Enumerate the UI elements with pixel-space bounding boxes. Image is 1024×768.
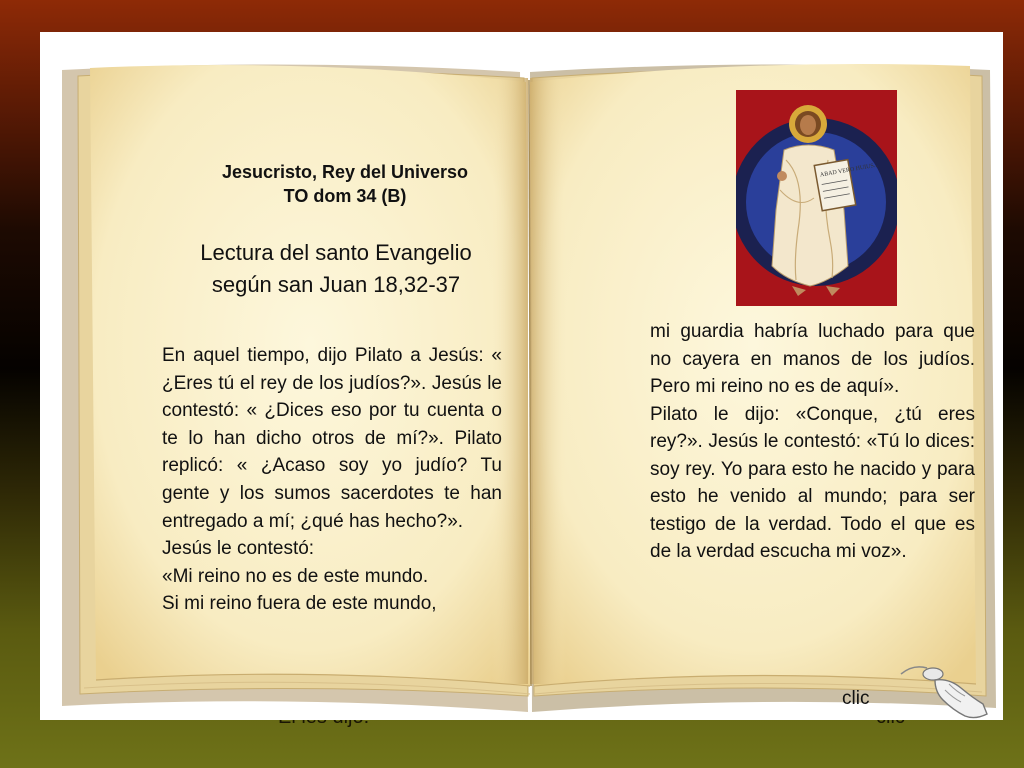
icon-book-text: ABAD VERO HUIUS...	[819, 162, 879, 179]
reading-line1: Lectura del santo Evangelio	[200, 240, 472, 265]
left-line-b: «Mi reino no es de este mundo.	[162, 565, 429, 587]
title-line2: TO dom 34 (B)	[283, 186, 407, 206]
left-line-c: Si mi reino fuera de este mundo,	[162, 593, 437, 615]
christ-pantocrator-icon	[736, 90, 897, 306]
left-page-text	[162, 342, 502, 618]
left-line-a: Jesús le contestó:	[162, 538, 315, 560]
reading-heading	[168, 237, 504, 301]
hand-cursor-icon[interactable]	[895, 662, 991, 726]
reading-line2: según san Juan 18,32-37	[211, 272, 461, 297]
clic-button[interactable]: clic	[842, 688, 870, 709]
right-paragraph-1: mi guardia habría luchado para que no cayera en manos de los judíos. Pero mi reino no es de aquí».	[650, 321, 975, 397]
right-page-text	[650, 318, 975, 566]
page-title	[180, 160, 510, 208]
left-paragraph: En aquel tiempo, dijo Pilato a Jesús: « ¿Eres tú el rey de los judíos?». Jesús le contestó: « ¿Dices eso por tu cuenta o te lo han dicho otros de mí?». Pilato replicó: « ¿Acaso soy yo judío? Tu gente y los sumos sacerdotes te han entregado a mí; ¿qué has hecho?».	[162, 345, 502, 532]
right-paragraph-2: Pilato le dijo: «Conque, ¿tú eres rey?». Jesús le contestó: «Tú lo dices: soy rey. Yo para esto he nacido y para esto he venido al mundo; para ser testigo de la verdad. Todo el que es de la verdad escucha mi voz».	[650, 403, 975, 562]
title-line1: Jesucristo, Rey del Universo	[221, 162, 469, 182]
slide	[40, 32, 1003, 720]
